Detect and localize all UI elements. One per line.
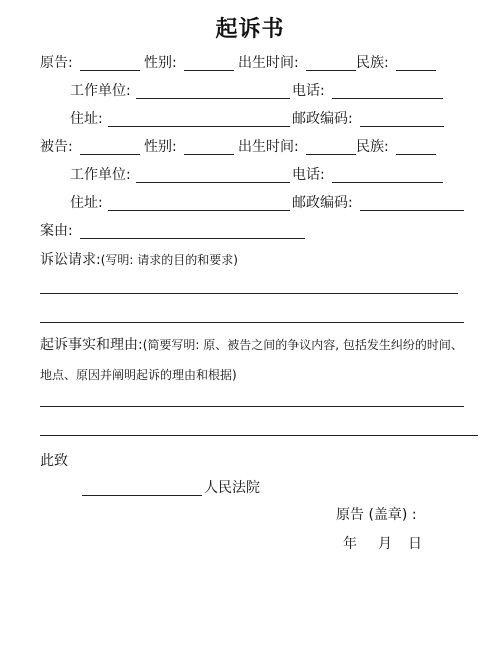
date-year: 年: [343, 536, 357, 552]
plaintiff-work-unit-line[interactable]: [136, 98, 290, 99]
defendant-work-unit-label: 工作单位:: [70, 167, 131, 183]
defendant-gender-label: 性别:: [144, 139, 177, 155]
facts-heading: 起诉事实和理由:(简要写明: 原、被告之间的争议内容, 包括发生纠纷的时间、: [40, 337, 463, 353]
salutation: 此致: [40, 453, 68, 469]
document-title: 起诉书: [215, 17, 285, 42]
defendant-postcode-label: 邮政编码:: [292, 195, 353, 211]
request-heading: 诉讼请求:(写明: 请求的目的和要求): [40, 252, 238, 268]
date-month: 月: [378, 536, 392, 552]
request-line-2[interactable]: [40, 322, 464, 323]
defendant-gender-line[interactable]: [184, 154, 234, 155]
defendant-label: 被告:: [40, 139, 73, 155]
defendant-phone-label: 电话:: [292, 167, 325, 183]
facts-note-2: 地点、原因并阐明起诉的理由和根据): [40, 368, 237, 382]
date-day: 日: [408, 536, 422, 552]
case-line[interactable]: [80, 238, 305, 239]
court-suffix: 人民法院: [204, 480, 260, 496]
plaintiff-phone-line[interactable]: [332, 98, 443, 99]
plaintiff-ethnic-line[interactable]: [396, 70, 436, 71]
plaintiff-gender-label: 性别:: [144, 55, 177, 71]
defendant-work-unit-line[interactable]: [136, 182, 290, 183]
plaintiff-birth-label: 出生时间:: [238, 55, 299, 71]
plaintiff-postcode-label: 邮政编码:: [292, 111, 353, 127]
defendant-birth-line[interactable]: [306, 154, 356, 155]
plaintiff-postcode-line[interactable]: [360, 126, 444, 127]
plaintiff-ethnic-label: 民族:: [356, 55, 389, 71]
defendant-phone-line[interactable]: [332, 182, 443, 183]
plaintiff-address-label: 住址:: [70, 111, 103, 127]
request-note: (写明: 请求的目的和要求): [100, 253, 238, 267]
defendant-postcode-line[interactable]: [360, 210, 464, 211]
plaintiff-phone-label: 电话:: [292, 83, 325, 99]
defendant-ethnic-label: 民族:: [356, 139, 389, 155]
case-label: 案由:: [40, 223, 73, 239]
seal-label: 原告 (盖章) :: [336, 507, 417, 523]
plaintiff-name-line[interactable]: [80, 70, 140, 71]
defendant-address-line[interactable]: [108, 210, 290, 211]
plaintiff-gender-line[interactable]: [184, 70, 234, 71]
plaintiff-label: 原告:: [40, 55, 73, 71]
plaintiff-birth-line[interactable]: [306, 70, 356, 71]
plaintiff-address-line[interactable]: [108, 126, 290, 127]
defendant-name-line[interactable]: [80, 154, 140, 155]
facts-line-1[interactable]: [40, 406, 464, 407]
request-line-1[interactable]: [40, 293, 458, 294]
defendant-birth-label: 出生时间:: [238, 139, 299, 155]
defendant-ethnic-line[interactable]: [396, 154, 436, 155]
plaintiff-work-unit-label: 工作单位:: [70, 83, 131, 99]
court-name-line[interactable]: [82, 495, 202, 496]
facts-note-1: (简要写明: 原、被告之间的争议内容, 包括发生纠纷的时间、: [142, 338, 463, 352]
facts-line-2[interactable]: [40, 435, 478, 436]
defendant-address-label: 住址:: [70, 195, 103, 211]
